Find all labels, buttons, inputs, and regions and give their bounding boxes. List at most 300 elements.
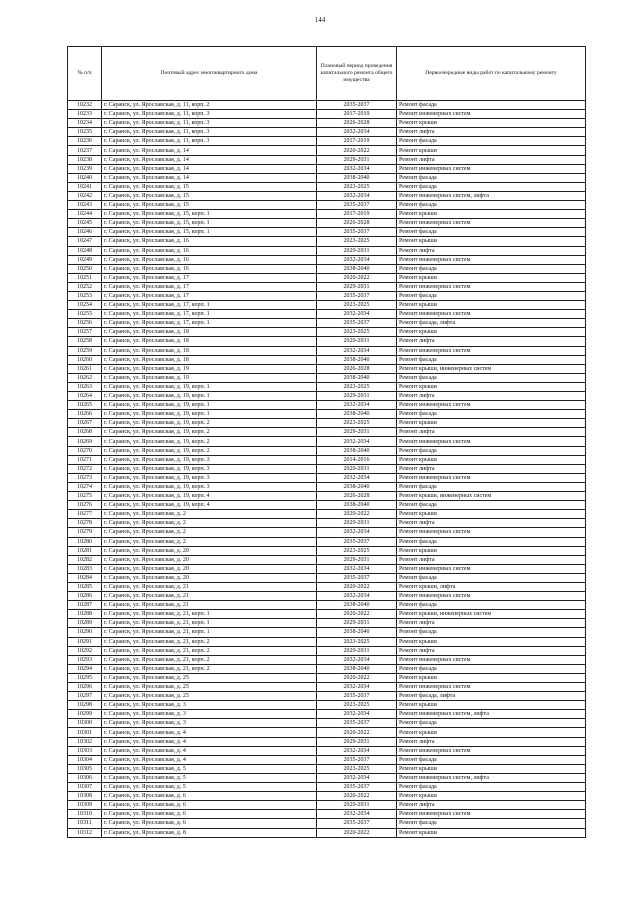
row-address: г. Саранск, ул. Ярославская, д. 19, корп. 2 [102, 446, 317, 455]
row-period: 2038-2040 [317, 601, 397, 610]
row-number: 10311 [68, 819, 102, 828]
row-address: г. Саранск, ул. Ярославская, д. 18 [102, 346, 317, 355]
row-period: 2032-2034 [317, 710, 397, 719]
row-works: Ремонт инженерных систем [397, 437, 586, 446]
row-address: г. Саранск, ул. Ярославская, д. 4 [102, 737, 317, 746]
row-number: 10291 [68, 637, 102, 646]
row-address: г. Саранск, ул. Ярославская, д. 25 [102, 683, 317, 692]
row-period: 2023-2025 [317, 764, 397, 773]
row-works: Ремонт лифта [397, 646, 586, 655]
row-works: Ремонт фасада [397, 628, 586, 637]
row-number: 10267 [68, 419, 102, 428]
table-row [68, 401, 586, 410]
row-period: 2032-2034 [317, 655, 397, 664]
row-number: 10247 [68, 237, 102, 246]
row-period: 2032-2034 [317, 746, 397, 755]
row-address: г. Саранск, ул. Ярославская, д. 11, корп. 3 [102, 128, 317, 137]
row-period: 2038-2040 [317, 501, 397, 510]
row-number: 10274 [68, 482, 102, 491]
table-row [68, 219, 586, 228]
row-period: 2017-2019 [317, 137, 397, 146]
row-period: 2029-2031 [317, 428, 397, 437]
row-address: г. Саранск, ул. Ярославская, д. 15, корп. 1 [102, 228, 317, 237]
table-row [68, 382, 586, 391]
row-works: Ремонт инженерных систем [397, 110, 586, 119]
row-address: г. Саранск, ул. Ярославская, д. 21, корп. 2 [102, 646, 317, 655]
row-works: Ремонт фасада [397, 291, 586, 300]
row-period: 2029-2031 [317, 246, 397, 255]
table-row [68, 646, 586, 655]
row-address: г. Саранск, ул. Ярославская, д. 5 [102, 773, 317, 782]
row-period: 2032-2034 [317, 255, 397, 264]
row-number: 10278 [68, 519, 102, 528]
table-row [68, 683, 586, 692]
row-address: г. Саранск, ул. Ярославская, д. 19, корп. 1 [102, 382, 317, 391]
row-number: 10262 [68, 373, 102, 382]
row-number: 10303 [68, 746, 102, 755]
row-period: 2029-2031 [317, 282, 397, 291]
row-number: 10298 [68, 701, 102, 710]
row-works: Ремонт лифта [397, 519, 586, 528]
row-number: 10280 [68, 537, 102, 546]
row-period: 2026-2028 [317, 364, 397, 373]
row-address: г. Саранск, ул. Ярославская, д. 19 [102, 364, 317, 373]
row-period: 2038-2040 [317, 664, 397, 673]
row-works: Ремонт лифта [397, 555, 586, 564]
row-number: 10285 [68, 582, 102, 591]
row-period: 2020-2022 [317, 582, 397, 591]
row-works: Ремонт фасада [397, 482, 586, 491]
row-number: 10265 [68, 401, 102, 410]
header-address: Почтовый адрес многоквартирного дома [102, 47, 317, 101]
header-num: № п/п [68, 47, 102, 101]
row-address: г. Саранск, ул. Ярославская, д. 17 [102, 282, 317, 291]
row-address: г. Саранск, ул. Ярославская, д. 17, корп. 1 [102, 319, 317, 328]
row-works: Ремонт фасада [397, 410, 586, 419]
table-row [68, 728, 586, 737]
row-works: Ремонт инженерных систем, лифта [397, 710, 586, 719]
row-period: 2020-2022 [317, 610, 397, 619]
row-address: г. Саранск, ул. Ярославская, д. 20 [102, 555, 317, 564]
row-works: Ремонт фасада, лифта [397, 692, 586, 701]
row-number: 10258 [68, 337, 102, 346]
row-number: 10295 [68, 673, 102, 682]
row-works: Ремонт крыши, инженерных систем [397, 610, 586, 619]
row-period: 2032-2034 [317, 437, 397, 446]
row-number: 10248 [68, 246, 102, 255]
row-number: 10307 [68, 783, 102, 792]
row-period: 2020-2022 [317, 146, 397, 155]
row-number: 10292 [68, 646, 102, 655]
row-works: Ремонт инженерных систем [397, 255, 586, 264]
row-works: Ремонт фасада [397, 501, 586, 510]
row-number: 10301 [68, 728, 102, 737]
row-address: г. Саранск, ул. Ярославская, д. 15, корп. 1 [102, 219, 317, 228]
table-row [68, 564, 586, 573]
table-row [68, 164, 586, 173]
row-works: Ремонт лифта [397, 801, 586, 810]
row-works: Ремонт фасада [397, 783, 586, 792]
table-row [68, 282, 586, 291]
row-works: Ремонт лифта [397, 619, 586, 628]
row-period: 2029-2031 [317, 392, 397, 401]
row-number: 10259 [68, 346, 102, 355]
row-address: г. Саранск, ул. Ярославская, д. 19, корп. 1 [102, 401, 317, 410]
row-address: г. Саранск, ул. Ярославская, д. 19, корп. 2 [102, 419, 317, 428]
row-works: Ремонт крыши [397, 146, 586, 155]
row-address: г. Саранск, ул. Ярославская, д. 21 [102, 601, 317, 610]
row-works: Ремонт фасада [397, 101, 586, 110]
row-number: 10234 [68, 119, 102, 128]
table-row [68, 655, 586, 664]
table-row [68, 273, 586, 282]
row-works: Ремонт крыши [397, 546, 586, 555]
row-address: г. Саранск, ул. Ярославская, д. 15, корп. 1 [102, 210, 317, 219]
table-row [68, 410, 586, 419]
row-number: 10306 [68, 773, 102, 782]
row-period: 2035-2037 [317, 692, 397, 701]
table-row [68, 346, 586, 355]
row-number: 10261 [68, 364, 102, 373]
row-address: г. Саранск, ул. Ярославская, д. 21, корп. 2 [102, 637, 317, 646]
table-row [68, 328, 586, 337]
row-works: Ремонт крыши, инженерных систем [397, 492, 586, 501]
row-number: 10284 [68, 573, 102, 582]
row-address: г. Саранск, ул. Ярославская, д. 11, корп. 2 [102, 101, 317, 110]
row-number: 10237 [68, 146, 102, 155]
table-row [68, 264, 586, 273]
table-row [68, 610, 586, 619]
row-number: 10245 [68, 219, 102, 228]
row-address: г. Саранск, ул. Ярославская, д. 4 [102, 755, 317, 764]
row-number: 10296 [68, 683, 102, 692]
row-address: г. Саранск, ул. Ярославская, д. 19, корп. 2 [102, 437, 317, 446]
row-address: г. Саранск, ул. Ярославская, д. 3 [102, 710, 317, 719]
row-number: 10266 [68, 410, 102, 419]
row-number: 10293 [68, 655, 102, 664]
row-works: Ремонт инженерных систем, лифта [397, 773, 586, 782]
row-address: г. Саранск, ул. Ярославская, д. 4 [102, 746, 317, 755]
table-row [68, 510, 586, 519]
row-address: г. Саранск, ул. Ярославская, д. 15 [102, 182, 317, 191]
row-period: 2038-2040 [317, 628, 397, 637]
row-address: г. Саранск, ул. Ярославская, д. 14 [102, 146, 317, 155]
row-address: г. Саранск, ул. Ярославская, д. 16 [102, 264, 317, 273]
table-row [68, 619, 586, 628]
table-row [68, 737, 586, 746]
table-row [68, 528, 586, 537]
row-number: 10279 [68, 528, 102, 537]
row-number: 10232 [68, 101, 102, 110]
row-works: Ремонт крыши [397, 301, 586, 310]
row-period: 2014-2016 [317, 455, 397, 464]
row-period: 2029-2031 [317, 737, 397, 746]
row-address: г. Саранск, ул. Ярославская, д. 19, корп. 4 [102, 492, 317, 501]
table-row [68, 746, 586, 755]
row-works: Ремонт инженерных систем [397, 655, 586, 664]
row-address: г. Саранск, ул. Ярославская, д. 16 [102, 246, 317, 255]
row-number: 10252 [68, 282, 102, 291]
row-works: Ремонт инженерных систем [397, 592, 586, 601]
row-period: 2032-2034 [317, 683, 397, 692]
table-row [68, 828, 586, 837]
table-row [68, 446, 586, 455]
row-number: 10297 [68, 692, 102, 701]
row-number: 10268 [68, 428, 102, 437]
row-works: Ремонт инженерных систем [397, 746, 586, 755]
row-address: г. Саранск, ул. Ярославская, д. 14 [102, 155, 317, 164]
row-number: 10233 [68, 110, 102, 119]
table-row [68, 110, 586, 119]
row-works: Ремонт лифта [397, 128, 586, 137]
row-address: г. Саранск, ул. Ярославская, д. 21, корп. 2 [102, 655, 317, 664]
row-period: 2038-2040 [317, 173, 397, 182]
row-number: 10300 [68, 719, 102, 728]
row-address: г. Саранск, ул. Ярославская, д. 3 [102, 701, 317, 710]
row-number: 10276 [68, 501, 102, 510]
row-period: 2023-2025 [317, 419, 397, 428]
table-row [68, 492, 586, 501]
row-works: Ремонт фасада [397, 173, 586, 182]
table-row [68, 637, 586, 646]
row-works: Ремонт крыши [397, 701, 586, 710]
row-number: 10235 [68, 128, 102, 137]
row-address: г. Саранск, ул. Ярославская, д. 6 [102, 801, 317, 810]
row-number: 10272 [68, 464, 102, 473]
row-address: г. Саранск, ул. Ярославская, д. 21, корп. 2 [102, 664, 317, 673]
row-works: Ремонт лифта [397, 392, 586, 401]
row-period: 2035-2037 [317, 719, 397, 728]
table-row [68, 810, 586, 819]
row-period: 2032-2034 [317, 310, 397, 319]
row-number: 10246 [68, 228, 102, 237]
row-works: Ремонт крыши [397, 510, 586, 519]
row-address: г. Саранск, ул. Ярославская, д. 19, корп. 3 [102, 473, 317, 482]
row-address: г. Саранск, ул. Ярославская, д. 17 [102, 291, 317, 300]
row-number: 10304 [68, 755, 102, 764]
row-works: Ремонт инженерных систем, лифта [397, 191, 586, 200]
row-works: Ремонт инженерных систем [397, 219, 586, 228]
table-row [68, 419, 586, 428]
table-row [68, 628, 586, 637]
row-works: Ремонт фасада [397, 228, 586, 237]
row-address: г. Саранск, ул. Ярославская, д. 2 [102, 537, 317, 546]
row-works: Ремонт крыши [397, 637, 586, 646]
row-works: Ремонт фасада [397, 537, 586, 546]
table-row [68, 228, 586, 237]
row-period: 2035-2037 [317, 319, 397, 328]
row-works: Ремонт крыши [397, 455, 586, 464]
row-period: 2035-2037 [317, 201, 397, 210]
row-address: г. Саранск, ул. Ярославская, д. 6 [102, 819, 317, 828]
row-number: 10253 [68, 291, 102, 300]
table-row [68, 582, 586, 591]
row-number: 10275 [68, 492, 102, 501]
row-works: Ремонт фасада [397, 573, 586, 582]
row-period: 2038-2040 [317, 482, 397, 491]
table-row [68, 692, 586, 701]
row-works: Ремонт фасада [397, 664, 586, 673]
row-works: Ремонт крыши [397, 792, 586, 801]
row-address: г. Саранск, ул. Ярославская, д. 21, корп. 1 [102, 619, 317, 628]
table-row [68, 482, 586, 491]
row-period: 2023-2025 [317, 382, 397, 391]
row-number: 10260 [68, 355, 102, 364]
row-address: г. Саранск, ул. Ярославская, д. 21, корп. 1 [102, 628, 317, 637]
table-row [68, 664, 586, 673]
row-works: Ремонт инженерных систем [397, 164, 586, 173]
row-works: Ремонт инженерных систем [397, 683, 586, 692]
row-period: 2023-2025 [317, 328, 397, 337]
table-row [68, 155, 586, 164]
row-number: 10288 [68, 610, 102, 619]
row-number: 10242 [68, 191, 102, 200]
row-works: Ремонт фасада [397, 719, 586, 728]
row-works: Ремонт лифта [397, 337, 586, 346]
row-address: г. Саранск, ул. Ярославская, д. 15 [102, 191, 317, 200]
row-period: 2035-2037 [317, 819, 397, 828]
row-number: 10309 [68, 801, 102, 810]
row-address: г. Саранск, ул. Ярославская, д. 11, корп. 3 [102, 119, 317, 128]
row-works: Ремонт крыши [397, 764, 586, 773]
row-period: 2023-2025 [317, 637, 397, 646]
row-address: г. Саранск, ул. Ярославская, д. 18 [102, 328, 317, 337]
row-address: г. Саранск, ул. Ярославская, д. 6 [102, 810, 317, 819]
row-number: 10302 [68, 737, 102, 746]
row-number: 10254 [68, 301, 102, 310]
table-row [68, 455, 586, 464]
row-works: Ремонт фасада [397, 137, 586, 146]
row-number: 10236 [68, 137, 102, 146]
row-address: г. Саранск, ул. Ярославская, д. 5 [102, 783, 317, 792]
table-row [68, 601, 586, 610]
row-address: г. Саранск, ул. Ярославская, д. 11, корп. 3 [102, 137, 317, 146]
row-number: 10270 [68, 446, 102, 455]
table-row [68, 392, 586, 401]
row-address: г. Саранск, ул. Ярославская, д. 15 [102, 201, 317, 210]
row-address: г. Саранск, ул. Ярославская, д. 14 [102, 164, 317, 173]
row-address: г. Саранск, ул. Ярославская, д. 21, корп. 1 [102, 610, 317, 619]
row-address: г. Саранск, ул. Ярославская, д. 3 [102, 719, 317, 728]
table-row [68, 537, 586, 546]
row-address: г. Саранск, ул. Ярославская, д. 19, корп. 1 [102, 392, 317, 401]
table-row [68, 355, 586, 364]
table-row [68, 555, 586, 564]
row-number: 10299 [68, 710, 102, 719]
row-address: г. Саранск, ул. Ярославская, д. 19 [102, 373, 317, 382]
row-address: г. Саранск, ул. Ярославская, д. 16 [102, 237, 317, 246]
row-period: 2038-2040 [317, 410, 397, 419]
row-works: Ремонт фасада [397, 182, 586, 191]
row-period: 2029-2031 [317, 155, 397, 164]
row-works: Ремонт фасада [397, 755, 586, 764]
row-number: 10282 [68, 555, 102, 564]
table-row [68, 501, 586, 510]
table-row [68, 210, 586, 219]
row-period: 2038-2040 [317, 355, 397, 364]
table-row [68, 437, 586, 446]
row-works: Ремонт фасада, лифта [397, 319, 586, 328]
row-address: г. Саранск, ул. Ярославская, д. 19, корп. 3 [102, 464, 317, 473]
row-period: 2032-2034 [317, 128, 397, 137]
row-period: 2023-2025 [317, 301, 397, 310]
table-row [68, 137, 586, 146]
row-number: 10251 [68, 273, 102, 282]
row-address: г. Саранск, ул. Ярославская, д. 18 [102, 355, 317, 364]
row-works: Ремонт инженерных систем [397, 346, 586, 355]
table-row [68, 701, 586, 710]
row-address: г. Саранск, ул. Ярославская, д. 17 [102, 273, 317, 282]
row-address: г. Саранск, ул. Ярославская, д. 2 [102, 510, 317, 519]
row-works: Ремонт лифта [397, 737, 586, 746]
row-period: 2035-2037 [317, 573, 397, 582]
row-number: 10312 [68, 828, 102, 837]
row-period: 2029-2031 [317, 619, 397, 628]
row-works: Ремонт инженерных систем [397, 473, 586, 482]
row-period: 2032-2034 [317, 592, 397, 601]
row-works: Ремонт крыши [397, 210, 586, 219]
row-address: г. Саранск, ул. Ярославская, д. 6 [102, 792, 317, 801]
row-address: г. Саранск, ул. Ярославская, д. 17, корп. 1 [102, 310, 317, 319]
row-address: г. Саранск, ул. Ярославская, д. 19, корп. 3 [102, 455, 317, 464]
row-period: 2032-2034 [317, 401, 397, 410]
row-number: 10310 [68, 810, 102, 819]
row-number: 10283 [68, 564, 102, 573]
page-number: 144 [314, 16, 326, 24]
row-number: 10290 [68, 628, 102, 637]
row-address: г. Саранск, ул. Ярославская, д. 14 [102, 173, 317, 182]
table-row [68, 546, 586, 555]
row-period: 2032-2034 [317, 191, 397, 200]
row-period: 2038-2040 [317, 264, 397, 273]
row-period: 2035-2037 [317, 783, 397, 792]
row-period: 2032-2034 [317, 528, 397, 537]
row-number: 10269 [68, 437, 102, 446]
row-works: Ремонт крыши [397, 237, 586, 246]
table-row [68, 719, 586, 728]
row-period: 2020-2022 [317, 728, 397, 737]
row-works: Ремонт фасада [397, 264, 586, 273]
row-works: Ремонт инженерных систем [397, 564, 586, 573]
table-row [68, 592, 586, 601]
table-row [68, 128, 586, 137]
row-address: г. Саранск, ул. Ярославская, д. 4 [102, 728, 317, 737]
row-number: 10308 [68, 792, 102, 801]
table-row [68, 801, 586, 810]
table-row [68, 146, 586, 155]
row-number: 10256 [68, 319, 102, 328]
row-address: г. Саранск, ул. Ярославская, д. 8 [102, 828, 317, 837]
row-period: 2020-2022 [317, 510, 397, 519]
row-number: 10287 [68, 601, 102, 610]
header-period: Плановый период проведения капитального ремонта общего имущества [317, 47, 397, 101]
row-address: г. Саранск, ул. Ярославская, д. 25 [102, 673, 317, 682]
row-works: Ремонт инженерных систем [397, 310, 586, 319]
row-period: 2029-2031 [317, 519, 397, 528]
capital-repair-table [67, 46, 586, 838]
table-row [68, 792, 586, 801]
row-address: г. Саранск, ул. Ярославская, д. 18 [102, 337, 317, 346]
row-period: 2035-2037 [317, 228, 397, 237]
row-works: Ремонт крыши [397, 728, 586, 737]
row-period: 2023-2025 [317, 182, 397, 191]
row-address: г. Саранск, ул. Ярославская, д. 5 [102, 764, 317, 773]
table-body [68, 101, 586, 838]
table-row [68, 573, 586, 582]
row-period: 2020-2022 [317, 792, 397, 801]
row-number: 10281 [68, 546, 102, 555]
table-row [68, 101, 586, 110]
